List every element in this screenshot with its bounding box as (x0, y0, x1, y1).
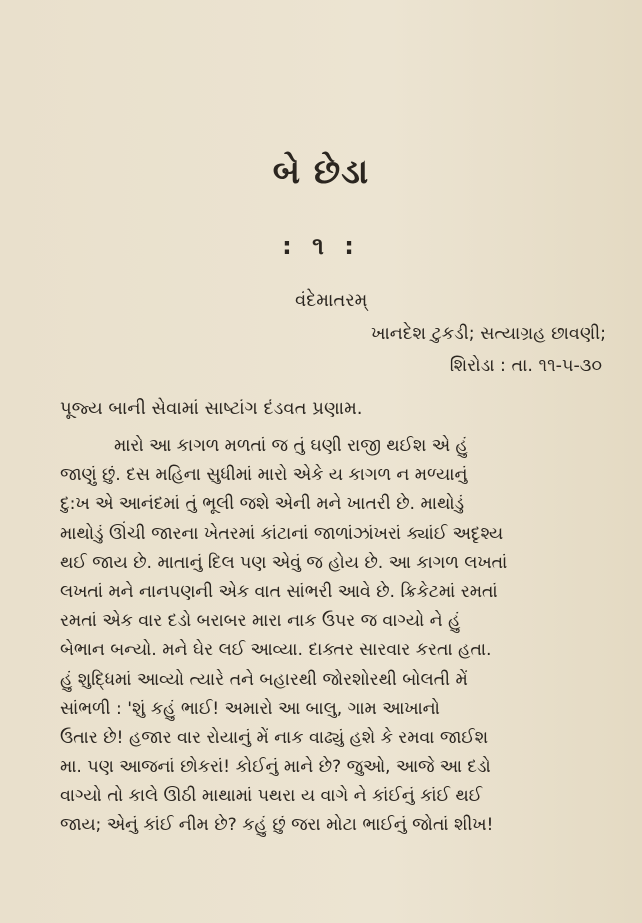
body-line: સાંભળી : 'શું કહું ભાઈ! અમારો આ બાલુ, ગામ આખાનો (60, 698, 440, 719)
chapter-title: બે છેડા (272, 152, 370, 192)
address-line-2: શિરોડા : તા. ૧૧-૫-૩૦ (449, 356, 602, 376)
body-line: મા. પણ આજનાં છોકરાં! કોઈનું માને છે? જુઓ, આજે આ દડો (60, 757, 491, 778)
body-line: વાગ્યો તો કાલે ઊઠી માથામાં પથરા ય વાગે ને કાંઈનું કાંઈ થઈ (60, 786, 482, 807)
body-line: થઈ જાય છે. માતાનું દિલ પણ એવું જ હોય છે. આ કાગળ લખતાં (60, 552, 508, 573)
section-number: : ૧ : (282, 232, 360, 260)
address-line-1: ખાનદેશ ટુકડી; સત્યાગ્રહ છાવણી; (371, 324, 606, 344)
body-line: જાણું છું. દસ મહિના સુધીમાં મારો એકે ય કાગળ ન મળ્યાનું (60, 465, 468, 486)
letter-greeting: પૂજ્ય બાની સેવામાં સાષ્ટાંગ દંડવત પ્રણામ. (60, 398, 363, 419)
body-line: રમતાં એક વાર દડો બરાબર મારા નાક ઉપર જ વાગ્યો ને હું (60, 611, 461, 632)
body-line: હું શુદ્ધિમાં આવ્યો ત્યારે તને બહારથી જોરશોરથી બોલતી મેં (60, 669, 468, 690)
letter-body (60, 432, 620, 841)
body-line: મારો આ કાગળ મળતાં જ તું ઘણી રાજી થઈશ એ હું (114, 436, 468, 456)
body-line: બેભાન બન્યો. મને ઘેર લઈ આવ્યા. દાક્તર સારવાર કરતા હતા. (60, 640, 492, 661)
body-line: દુ:ખ એ આનંદમાં તું ભૂલી જશે એની મને ખાતરી છે. માથોડું (60, 494, 465, 515)
body-line: લખતાં મને નાનપણની એક વાત સાંભરી આવે છે. ક્રિકેટમાં રમતાં (60, 581, 498, 602)
body-line: જાય; એનું કાંઈ નીમ છે? કહું છું જરા મોટા ભાઈનું જોતાં શીખ! (60, 815, 494, 836)
salutation: વંદેમાતરમ્ (295, 290, 368, 311)
body-line: ઉતાર છે! હજાર વાર રોયાનું મેં નાક વાઢ્યું હશે કે રમવા જાઈશ (60, 727, 488, 748)
body-line: માથોડું ઊંચી જારના ખેતરમાં કાંટાનાં જાળાંઝાંખરાં ક્યાંઈ અદૃશ્ય (60, 523, 504, 544)
